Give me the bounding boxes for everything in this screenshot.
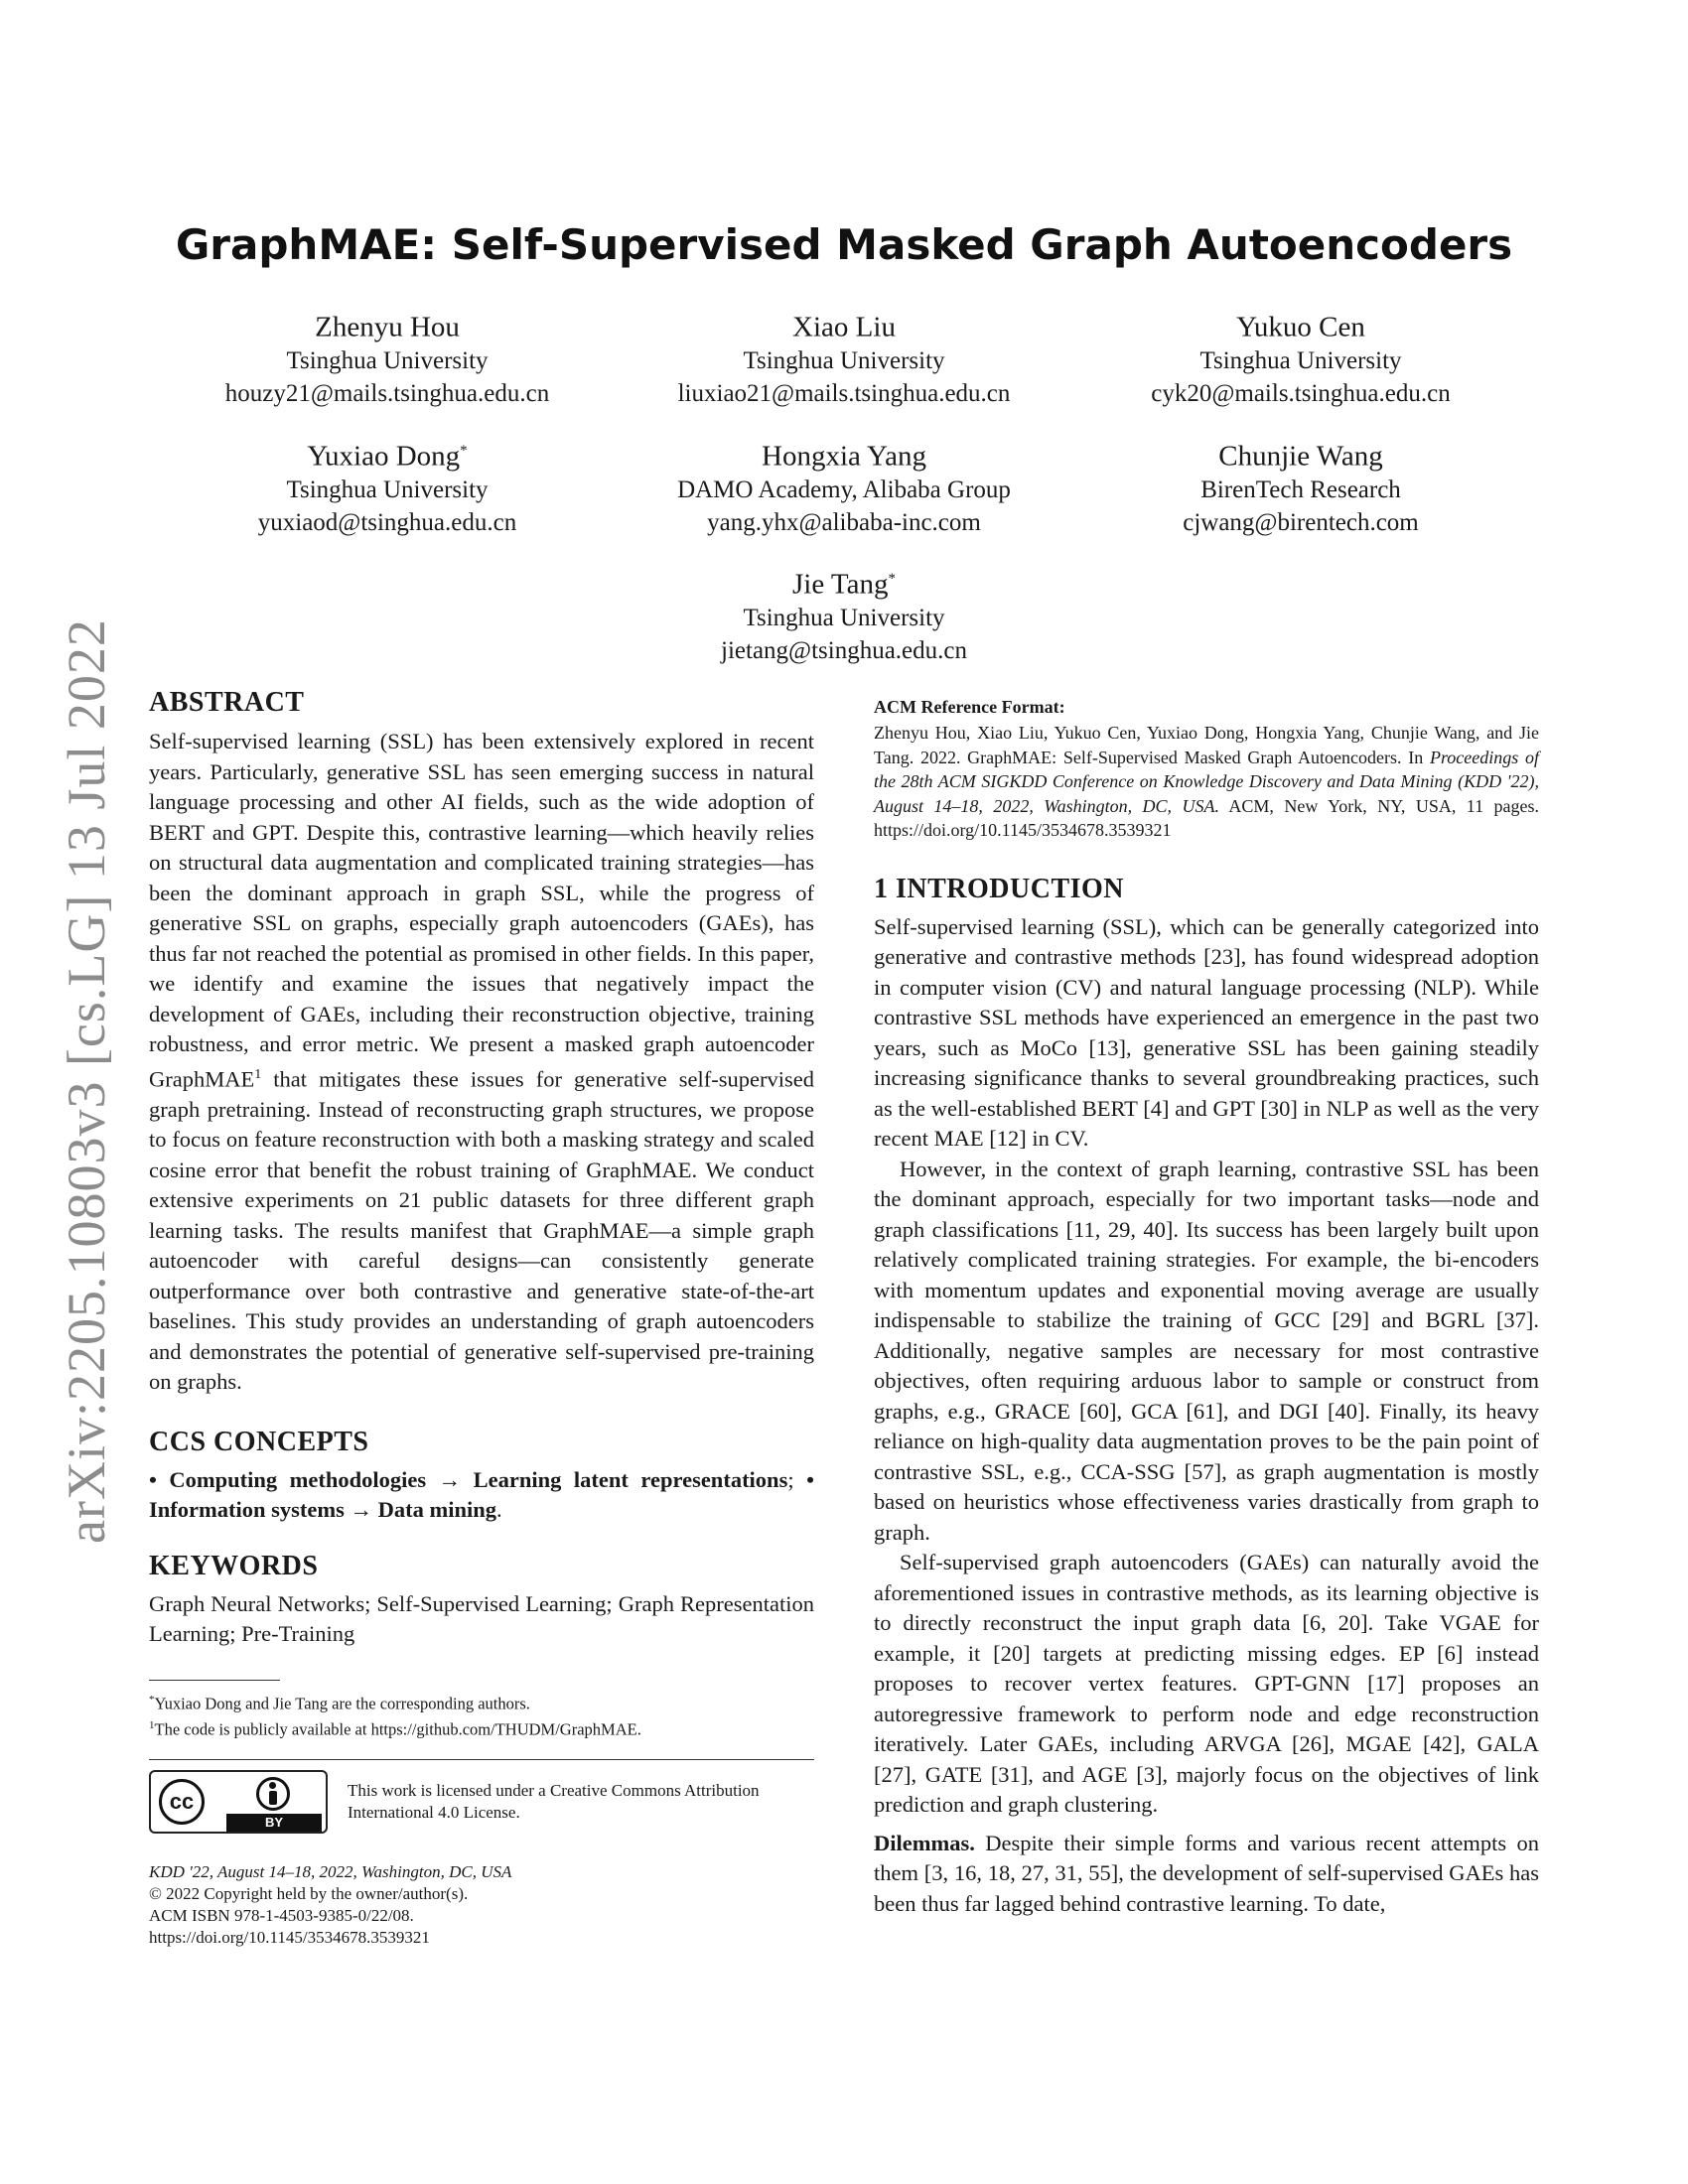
- intro-paragraph-3: Self-supervised graph autoencoders (GAEs) can naturally avoid the aforementioned issues in contrastive methods, as its learning objective is to directly reconstruct the input graph data [6, 20]. Take VGAE for example, it [20] targets at predicting missing edges. EP [6] instead proposes to recover vertex features. GPT-GNN [17] proposes an autoregressive framework to perform node and edge reconstruction iteratively. Later GAEs, including ARVGA [26], MGAE [42], GALA [27], GATE [31], and AGE [3], majorly focus on the objectives of link prediction and graph clustering.: [874, 1550, 1539, 1817]
- by-label: BY: [226, 1814, 322, 1832]
- author-mark: *: [888, 571, 896, 587]
- ccs-end: .: [496, 1497, 502, 1522]
- footnote-item-mark: *: [149, 1693, 155, 1706]
- abstract-part-2: that mitigates these issues for generative self-supervised graph pretraining. Instead of reconstructing graph structures, we propose to focus on feature reconstruction with both a masking strategy and scaled cosine error that benefit the robust training of GraphMAE. We conduct extensive experiments on 21 public datasets for three different graph learning tasks. The results manifest that GraphMAE—a simple graph autoencoder with careful designs—can consistently generate outperformance over both contrastive and generative state-of-the-art baselines. This study provides an understanding of graph autoencoders and demonstrates the potential of generative self-supervised pre-training on graphs.: [149, 1066, 814, 1394]
- author-affiliation: Tsinghua University: [286, 476, 489, 503]
- paper-title: GraphMAE: Self-Supervised Masked Graph Autoencoders: [175, 220, 1513, 269]
- author-affiliation: Tsinghua University: [743, 346, 945, 374]
- cc-icon: cc: [159, 1779, 205, 1825]
- author-block: [1067, 435, 1534, 539]
- footnotes: [149, 1689, 814, 1741]
- author-name: Yukuo Cen: [1236, 311, 1365, 343]
- author-name: Xiao Liu: [792, 311, 896, 343]
- author-block: [611, 435, 1077, 539]
- author-block: [1067, 306, 1534, 410]
- author-mark: *: [460, 443, 468, 459]
- acm-reference-heading: ACM Reference Format:: [874, 697, 1065, 717]
- cc-by-badge: [149, 1770, 328, 1834]
- dilemmas-text: Despite their simple forms and various recent attempts on them [3, 16, 18, 27, 31, 55], the development of self-supervised GAEs has been thus far lagged behind contrastive learning. To date,: [874, 1830, 1539, 1916]
- person-icon: [226, 1772, 322, 1814]
- arxiv-stamp: arXiv:2205.10803v3 [cs.LG] 13 Jul 2022: [57, 618, 116, 1544]
- author-block: [611, 306, 1077, 410]
- abstract-heading: ABSTRACT: [149, 687, 305, 718]
- dilemmas-lead: Dilemmas.: [874, 1830, 975, 1855]
- introduction-heading: 1 INTRODUCTION: [874, 873, 1125, 904]
- right-column: [874, 695, 1539, 1919]
- acm-ref-before: Zhenyu Hou, Xiao Liu, Yukuo Cen, Yuxiao Dong, Hongxia Yang, Chunjie Wang, and Jie Tang. 2022. GraphMAE: Self-Supervised Masked Graph Autoencoders. In: [874, 723, 1539, 767]
- author-block: [611, 563, 1077, 667]
- ccs-concept-1: • Computing methodologies → Learning latent representations: [149, 1466, 788, 1492]
- footnote-item-mark: 1: [149, 1719, 155, 1731]
- author-block: [154, 306, 621, 410]
- ccs-separator: ;: [787, 1466, 807, 1492]
- footnote-item: [149, 1689, 814, 1715]
- author-email: jietang@tsinghua.edu.cn: [721, 636, 967, 664]
- keywords-text: Graph Neural Networks; Self-Supervised Learning; Graph Representation Learning; Pre-Training: [149, 1590, 814, 1646]
- publication-copyright: © 2022 Copyright held by the owner/author(s).: [149, 1883, 469, 1903]
- footnote-item-text: The code is publicly available at https://github.com/THUDM/GraphMAE.: [154, 1719, 641, 1739]
- intro-paragraph-4: [874, 1829, 1539, 1920]
- author-email: liuxiao21@mails.tsinghua.edu.cn: [677, 379, 1011, 407]
- ccs-heading: CCS CONCEPTS: [149, 1426, 369, 1457]
- abstract-part-1: Self-supervised learning (SSL) has been extensively explored in recent years. Particularly, generative SSL has seen emerging success in natural language processing and other AI fields, such as the wide adoption of BERT and GPT. Despite this, contrastive learning—which heavily relies on structural data augmentation and complicated training strategies—has been the dominant approach in graph SSL, while the progress of generative SSL on graphs, especially graph autoencoders (GAEs), has thus far not reached the potential as promised in other fields. In this paper, we identify and examine the issues that negatively impact the development of GAEs, including their reconstruction objective, training robustness, and error metric. We present a masked graph autoencoder GraphMAE: [149, 729, 814, 1091]
- footnote-item: [149, 1714, 814, 1741]
- publication-venue: KDD '22, August 14–18, 2022, Washington, DC, USA: [149, 1861, 512, 1881]
- author-email: cyk20@mails.tsinghua.edu.cn: [1151, 379, 1451, 407]
- author-name: Chunjie Wang: [1218, 440, 1383, 473]
- abstract-text: [149, 727, 814, 1398]
- author-affiliation: DAMO Academy, Alibaba Group: [677, 476, 1011, 503]
- license-block: [149, 1770, 814, 1834]
- acm-reference-text: [874, 721, 1539, 843]
- ccs-concept-2: • Information systems → Data mining: [149, 1466, 814, 1522]
- author-email: cjwang@birentech.com: [1183, 508, 1419, 536]
- publication-doi: https://doi.org/10.1145/3534678.3539321: [149, 1927, 430, 1947]
- footnote-item-text: Yuxiao Dong and Jie Tang are the corresponding authors.: [154, 1694, 530, 1712]
- author-name: Zhenyu Hou: [315, 311, 460, 343]
- author-affiliation: Tsinghua University: [743, 604, 945, 631]
- license-rule: [149, 1759, 814, 1760]
- author-name: Hongxia Yang: [762, 440, 926, 473]
- left-column: [149, 686, 814, 1949]
- author-affiliation: Tsinghua University: [1199, 346, 1402, 374]
- author-block: [154, 435, 621, 539]
- publication-info: [149, 1861, 814, 1949]
- author-email: yuxiaod@tsinghua.edu.cn: [257, 508, 517, 536]
- author-email: houzy21@mails.tsinghua.edu.cn: [224, 379, 550, 407]
- license-text: This work is licensed under a Creative Commons Attribution International 4.0 License.: [348, 1780, 760, 1822]
- acm-ref-proceedings: Proceedings of the 28th ACM SIGKDD Conference on Knowledge Discovery and Data Mining (KDD '22), August 14–18, 2022, Washington, DC, USA.: [874, 747, 1539, 816]
- intro-paragraph-1: Self-supervised learning (SSL), which can be generally categorized into generative and contrastive methods [23], has found widespread adoption in computer vision (CV) and natural language processing (NLP). While contrastive SSL methods have experienced an emergence in the past two years, such as MoCo [13], generative SSL has been gaining steadily increasing significance thanks to several groundbreaking practices, such as the well-established BERT [4] and GPT [30] in NLP as well as the very recent MAE [12] in CV.: [874, 913, 1539, 1151]
- author-affiliation: Tsinghua University: [286, 346, 489, 374]
- author-name: Jie Tang: [791, 568, 889, 601]
- publication-isbn: ACM ISBN 978-1-4503-9385-0/22/08.: [149, 1905, 414, 1925]
- footnote-mark: 1: [254, 1066, 262, 1082]
- author-affiliation: BirenTech Research: [1200, 476, 1401, 503]
- acm-ref-after: ACM, New York, NY, USA, 11 pages. https://doi.org/10.1145/3534678.3539321: [874, 795, 1539, 840]
- ccs-concepts: [149, 1465, 814, 1526]
- author-email: yang.yhx@alibaba-inc.com: [707, 508, 981, 536]
- author-name: Yuxiao Dong: [307, 440, 461, 473]
- footnote-rule: [149, 1680, 280, 1681]
- intro-paragraph-2: However, in the context of graph learning, contrastive SSL has been the dominant approach, especially for two important tasks—node and graph classifications [11, 29, 40]. Its success has been largely built upon relatively complicated training strategies. For example, the bi-encoders with momentum updates and exponential moving average are usually indispensable to stabilize the training of GCC [29] and BGRL [37]. Additionally, negative samples are necessary for most contrastive objectives, often requiring arduous labor to sample or construct from graphs, e.g., GRACE [60], GCA [61], and DGI [40]. Finally, its heavy reliance on high-quality data augmentation proves to be the pain point of contrastive SSL, e.g., CCA-SSG [57], as graph augmentation is mostly based on heuristics whose effectiveness varies drastically from graph to graph.: [874, 1156, 1539, 1545]
- keywords-heading: KEYWORDS: [149, 1550, 319, 1581]
